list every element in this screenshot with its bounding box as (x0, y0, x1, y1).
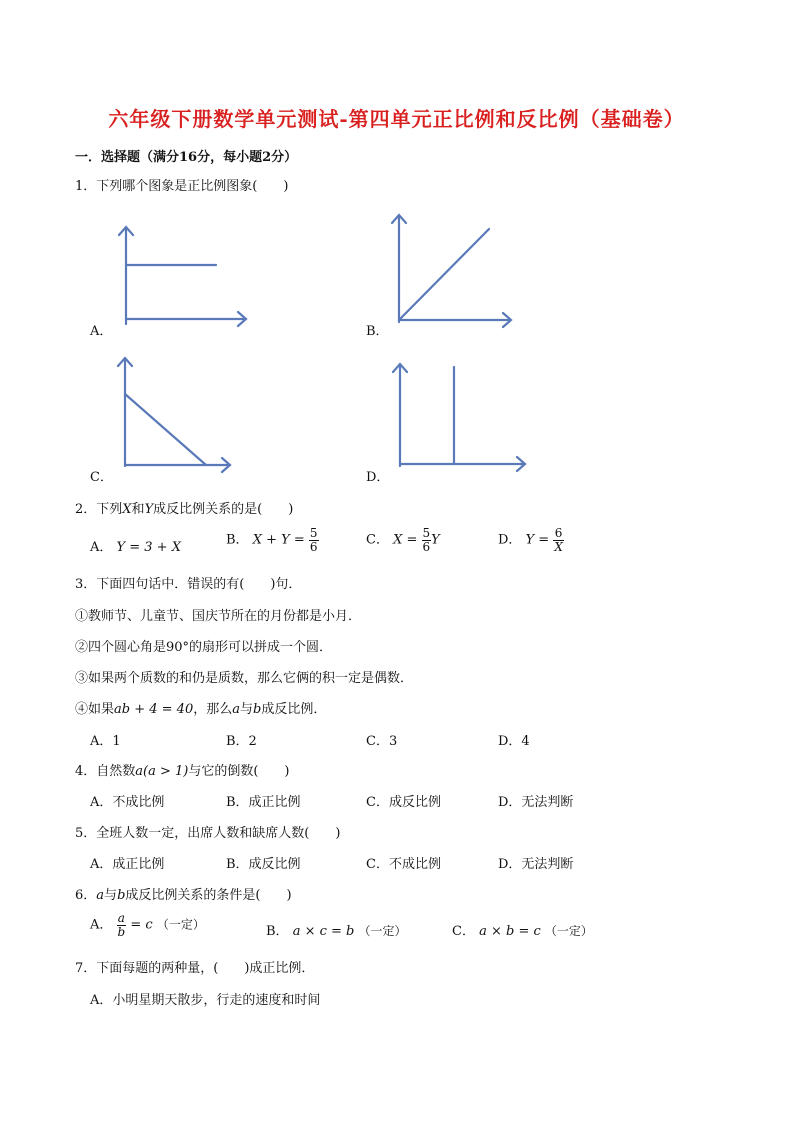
q4-option-a: A．不成比例 (90, 795, 165, 810)
q1-option-a: A． (90, 324, 113, 339)
q3-option-c: C．3 (366, 734, 398, 749)
question-5-stem: 5．全班人数一定，出席人数和缺席人数( ) (75, 826, 341, 841)
q3-statement-4: ④如果ab + 4 = 40，那么a与b成反比例． (75, 702, 327, 717)
q4-option-c: C．成反比例 (366, 795, 441, 810)
graph-a-y-axis (119, 227, 133, 324)
graph-c-x-axis (125, 458, 230, 472)
q2-option-b: B． X + Y = $\frac{5}{6}$ (226, 526, 318, 554)
question-3-stem: 3．下面四句话中．错误的有( )句． (75, 577, 302, 592)
q4-option-b: B．成正比例 (226, 795, 301, 810)
graph-b (385, 210, 520, 328)
graph-c-y-axis (118, 358, 132, 466)
graph-b-y-axis (392, 215, 406, 322)
q3-statement-1: ①教师节、儿童节、国庆节所在的月份都是小月． (75, 609, 362, 624)
q4-option-d: D．无法判断 (498, 795, 574, 810)
q6-option-a: A． $\frac{a}{b}$ = c （一定） (90, 911, 205, 939)
graph-c (112, 352, 237, 472)
graph-c-line (125, 394, 206, 465)
q1-option-d: D． (366, 470, 390, 485)
graph-d-x-axis (400, 457, 525, 471)
graph-b-x-axis (399, 313, 511, 327)
q2-option-a: A． Y = 3 + X (90, 540, 181, 555)
graph-d-y-axis (393, 364, 407, 466)
question-7-stem: 7．下面每题的两种量，( )成正比例． (75, 961, 315, 976)
q7-option-a: A．小明星期天散步，行走的速度和时间 (90, 993, 321, 1008)
section-heading: 一．选择题（满分16分，每小题2分） (75, 150, 298, 165)
question-1-stem: 1．下列哪个图象是正比例图象( ) (75, 179, 289, 194)
q3-statement-3: ③如果两个质数的和仍是质数，那么它俩的积一定是偶数． (75, 671, 414, 686)
question-2-stem: 2．下列X和Y成反比例关系的是( ) (75, 502, 294, 517)
q6-option-b: B． a × c = b （一定） (266, 924, 407, 939)
q2-option-c: C． X = $\frac{5}{6}$ Y (366, 526, 440, 554)
question-4-stem: 4．自然数a(a > 1)与它的倒数( ) (75, 764, 290, 779)
graph-d (387, 358, 532, 470)
q3-option-b: B．2 (226, 734, 257, 749)
q3-option-d: D．4 (498, 734, 530, 749)
q5-option-b: B．成反比例 (226, 857, 301, 872)
q2-option-d: D． Y = $\frac{6}{X}$ (498, 526, 563, 554)
question-6-stem: 6．a与b成反比例关系的条件是( ) (75, 888, 292, 903)
q5-option-d: D．无法判断 (498, 857, 574, 872)
q5-option-a: A．成正比例 (90, 857, 165, 872)
q3-statement-2: ②四个圆心角是90°的扇形可以拼成一个圆． (75, 640, 333, 655)
graph-a (110, 222, 255, 328)
q1-option-b: B． (366, 324, 389, 339)
q5-option-c: C．不成比例 (366, 857, 441, 872)
q6-option-c: C． a × b = c （一定） (452, 924, 593, 939)
graph-b-line (399, 229, 489, 320)
graph-a-x-axis (126, 312, 246, 326)
q3-option-a: A．1 (90, 734, 121, 749)
page-title: 六年级下册数学单元测试-第四单元正比例和反比例（基础卷） (108, 107, 685, 131)
q1-option-c: C． (90, 470, 113, 485)
